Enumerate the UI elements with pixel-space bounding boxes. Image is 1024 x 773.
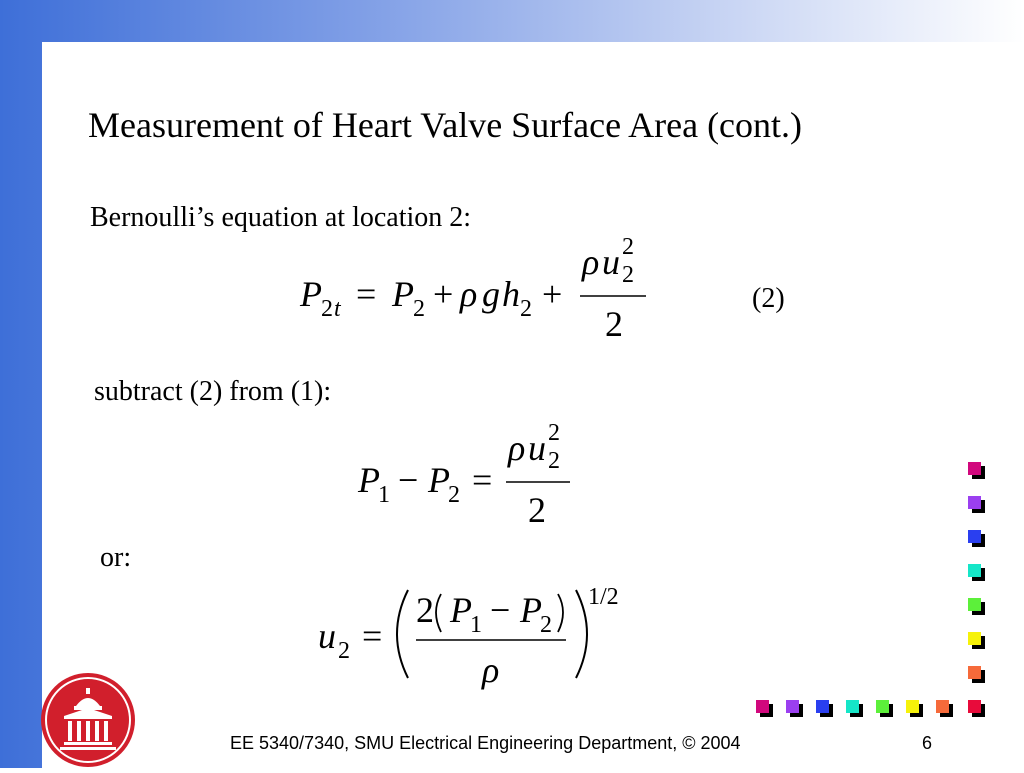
decor-square [968,666,985,683]
eq2-sub-t: t [334,296,341,322]
eq2-num-sup: 2 [622,234,634,260]
eq2-denominator: 2 [605,304,623,344]
eq4-P2: P [520,590,542,630]
eq2-h-sub: 2 [520,296,532,322]
eq4-minus: − [490,590,511,630]
eq3-denominator: 2 [528,490,546,530]
decor-square [786,700,803,717]
eq4-right-paren [576,590,587,678]
eq4-inner-left-paren [436,594,441,632]
eq4-sub1: 1 [470,612,482,638]
eq2-P: P [300,274,322,314]
bernoulli-equation-2 [296,236,656,346]
eq3-num-sub: 2 [548,448,560,474]
eq2-num-u: u [602,242,620,282]
eq3-num-rho: ρ [508,428,526,468]
eq2-equals: = [356,274,377,314]
slide-title: Measurement of Heart Valve Surface Area (cont.) [88,105,803,145]
eq2-plus-1: + [433,274,454,314]
eq2-g: g [482,274,500,314]
decor-square [968,462,985,479]
decor-square [936,700,953,717]
eq2-P2-sub: 2 [413,296,425,322]
eq3-equals: = [472,460,493,500]
eq3-P1: P [358,460,380,500]
eq2-plus-2: + [542,274,563,314]
decor-square [968,564,985,581]
eq4-equals: = [362,616,383,656]
building-dome-icon [40,672,136,768]
university-logo [40,672,136,768]
decor-square [876,700,893,717]
footer-text: EE 5340/7340, SMU Electrical Engineering Department, © 2004 [230,733,741,753]
decor-square [968,530,985,547]
eq2-num-sub: 2 [622,262,634,288]
eq4-left-paren [397,590,408,678]
eq2-P2: P [392,274,414,314]
eq3-num-u: u [528,428,546,468]
eq3-num-sup: 2 [548,420,560,446]
eq3-P2: P [428,460,450,500]
decor-square [968,700,985,717]
decor-square [906,700,923,717]
eq4-P1: P [450,590,472,630]
subtract-text: subtract (2) from (1): [94,376,332,407]
eq4-sub2: 2 [540,612,552,638]
eq3-sub2: 2 [448,482,460,508]
bernoulli-intro-text: Bernoulli’s equation at location 2: [90,202,472,233]
pressure-difference-equation [356,422,586,532]
equation-number: (2) [752,283,785,314]
eq4-u: u [318,616,336,656]
eq4-exponent: 1/2 [588,584,619,610]
decor-square [816,700,833,717]
decor-square [968,632,985,649]
decor-square [968,496,985,513]
eq2-rho: ρ [460,274,478,314]
eq2-h: h [502,274,520,314]
eq2-sub-2: 2 [321,296,333,322]
page-number: 6 [922,733,933,753]
eq4-inner-right-paren [558,594,563,632]
decor-square [846,700,863,717]
eq4-denominator-rho: ρ [482,650,500,690]
eq4-u-sub: 2 [338,638,350,664]
or-text: or: [100,542,132,573]
eq3-sub1: 1 [378,482,390,508]
velocity-equation [316,582,636,692]
decor-square [756,700,773,717]
eq2-num-rho: ρ [582,242,600,282]
decor-square [968,598,985,615]
eq3-minus: − [398,460,419,500]
eq4-two: 2 [416,590,434,630]
